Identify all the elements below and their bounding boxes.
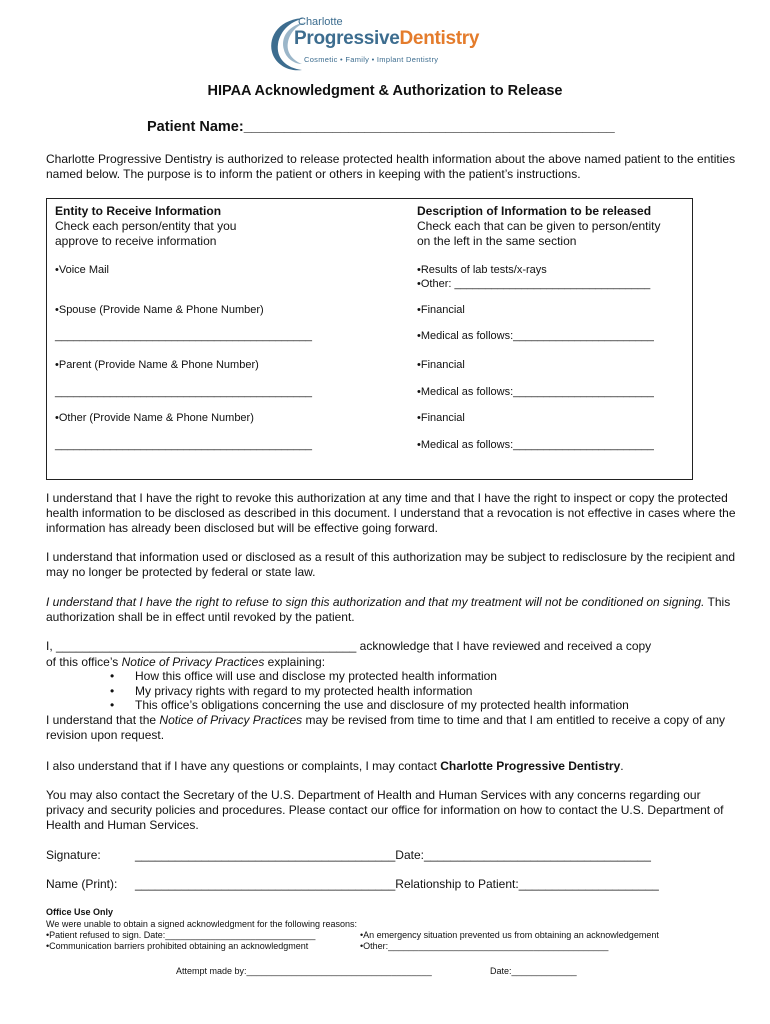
checkbox-communication-barriers[interactable]: •Communication barriers prohibited obtaining an acknowledgment [46,941,309,951]
checkbox-other-medical[interactable]: •Medical as follows:_______________________ [417,439,654,451]
office-use-intro: We were unable to obtain a signed acknowledgment for the following reasons: [46,919,358,929]
attempt-date-field[interactable]: Date:_____________ [490,966,577,976]
checkbox-parent-medical[interactable]: •Medical as follows:_______________________ [417,386,654,398]
checkbox-other-financial[interactable]: •Financial [417,412,465,424]
bullet-item: My privacy rights with regard to my protected health information [135,684,473,698]
other-name-line[interactable]: __________________________________________ [55,439,312,451]
acknowledge-line-2: of this office’s Notice of Privacy Practices explaining: [46,655,326,669]
parent-name-line[interactable]: __________________________________________ [55,386,312,398]
revision-paragraph: I understand that the Notice of Privacy Practices may be revised from time to time and that I am entitled to receive a copy of any revision upon request. [46,713,726,742]
contact-paragraph: I also understand that if I have any questions or complaints, I may contact Charlotte Progressive Dentistry. [46,759,624,773]
name-print-label: Name (Print): [46,877,118,891]
authorization-table [46,198,693,480]
practice-logo [266,14,480,72]
right-heading: Description of Information to be released [417,204,652,218]
signature-date-line[interactable]: _______________________________________Date:__________________________________ [135,848,651,862]
left-sub-1: Check each person/entity that you [55,219,237,233]
intro-paragraph: Charlotte Progressive Dentistry is authorized to release protected health information about the above named patient to the entities named below. The purpose is to inform the patient or others in keeping with the patient’s instructions. [46,152,736,181]
checkbox-emergency[interactable]: •An emergency situation prevented us from obtaining an acknowledgement [360,930,659,940]
bullet-icon: • [110,684,115,698]
left-sub-2: approve to receive information [55,234,217,248]
checkbox-parent[interactable]: •Parent (Provide Name & Phone Number) [55,359,259,371]
bullet-item: How this office will use and disclose my protected health information [135,669,497,683]
redisclosure-paragraph: I understand that information used or disclosed as a result of this authorization may be subject to redisclosure by the recipient and may no longer be protected by federal or state law. [46,550,736,579]
signature-label: Signature: [46,848,101,862]
checkbox-spouse-financial[interactable]: •Financial [417,304,465,316]
name-relationship-line[interactable]: _______________________________________Relationship to Patient:_____________________ [135,877,659,891]
acknowledge-name-line[interactable]: I, _____________________________________________ acknowledge that I have reviewed and received a copy [46,639,652,653]
refuse-paragraph: I understand that I have the right to refuse to sign this authorization and that my treatment will not be conditioned on signing. This authorization shall be in effect until revoked by the patient. [46,595,731,624]
patient-name-field[interactable]: Patient Name:______________________________________________ [147,119,615,135]
checkbox-patient-refused[interactable]: •Patient refused to sign. Date:______________________________ [46,930,316,940]
logo-tagline: Cosmetic • Family • Implant Dentistry [304,55,439,64]
bullet-icon: • [110,669,115,683]
bullet-item: This office’s obligations concerning the use and disclosure of my protected health information [135,698,629,712]
checkbox-other-reason[interactable]: •Other:____________________________________________ [360,941,609,951]
checkbox-voice-mail[interactable]: •Voice Mail [55,264,109,276]
logo-text-main: ProgressiveDentistry [294,28,480,49]
spouse-name-line[interactable]: __________________________________________ [55,330,312,342]
checkbox-lab-results[interactable]: •Results of lab tests/x-rays [417,264,547,276]
bullet-icon: • [110,698,115,712]
revoke-paragraph: I understand that I have the right to revoke this authorization at any time and that I have the right to inspect or copy the protected health information to be disclosed as described in this document. I understand that a revocation is not effective in cases where the information has already been disclosed but will be effective going forward. [46,491,736,535]
secretary-paragraph: You may also contact the Secretary of the U.S. Department of Health and Human Services with any concerns regarding our privacy and security policies and procedures. Please contact our office for information on how to contact the U.S. Department of Health and Human Services. [46,788,724,832]
checkbox-spouse-medical[interactable]: •Medical as follows:_______________________ [417,330,654,342]
logo-text-charlotte: Charlotte [298,16,343,28]
checkbox-spouse[interactable]: •Spouse (Provide Name & Phone Number) [55,304,264,316]
attempt-made-by-field[interactable]: Attempt made by:_____________________________________ [176,966,432,976]
right-sub-1: Check each that can be given to person/entity [417,219,661,233]
office-use-heading: Office Use Only [46,907,114,917]
checkbox-other-entity[interactable]: •Other (Provide Name & Phone Number) [55,412,254,424]
checkbox-other-info[interactable]: •Other: ________________________________ [417,278,651,290]
right-sub-2: on the left in the same section [417,234,577,248]
left-heading: Entity to Receive Information [55,204,222,218]
page-title: HIPAA Acknowledgment & Authorization to Release [207,83,563,99]
checkbox-parent-financial[interactable]: •Financial [417,359,465,371]
